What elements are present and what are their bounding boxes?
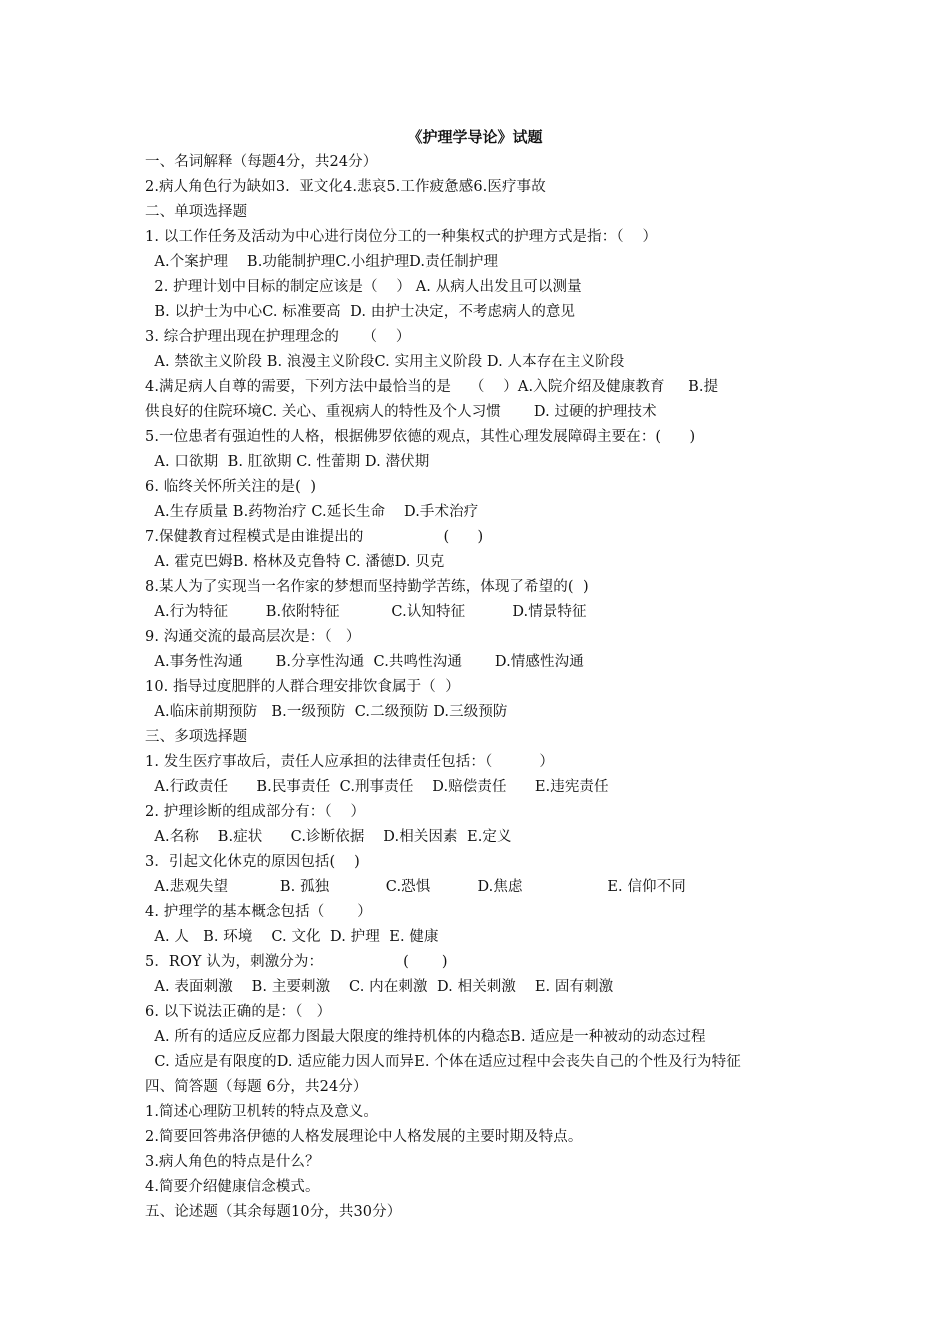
question-line: 3. 综合护理出现在护理理念的 （ ） xyxy=(145,329,411,345)
option-line: A.行为特征 B.依附特征 C.认知特征 D.情景特征 xyxy=(145,604,587,620)
question-line: 2.简要回答弗洛伊德的人格发展理论中人格发展的主要时期及特点。 xyxy=(145,1129,583,1145)
question-line: 4.满足病人自尊的需要，下列方法中最恰当的是 （ ）A.入院介绍及健康教育 B.提 xyxy=(145,379,719,395)
question-line: 5.一位患者有强迫性的人格，根据佛罗依德的观点，其性心理发展障碍主要在：( ) xyxy=(145,429,696,445)
question-line: 6. 临终关怀所关注的是( ) xyxy=(145,479,317,495)
question-line: 4.简要介绍健康信念模式。 xyxy=(145,1179,320,1195)
section-heading: 二、单项选择题 xyxy=(145,204,248,220)
section-heading: 三、多项选择题 xyxy=(145,729,248,745)
question-line: 3.病人角色的特点是什么？ xyxy=(145,1154,320,1170)
question-line: 8.某人为了实现当一名作家的梦想而坚持勤学苦练，体现了希望的( ) xyxy=(145,579,589,595)
question-line: 6. 以下说法正确的是：（ ） xyxy=(145,1004,332,1020)
option-line: A.事务性沟通 B.分享性沟通 C.共鸣性沟通 D.情感性沟通 xyxy=(145,654,584,670)
question-line: 2. 护理诊断的组成部分有：（ ） xyxy=(145,804,366,820)
option-line: A.临床前期预防 B.一级预防 C.二级预防 D.三级预防 xyxy=(145,704,508,720)
question-line: 1. 以工作任务及活动为中心进行岗位分工的一种集权式的护理方式是指：（ ） xyxy=(145,229,658,245)
option-line: 供良好的住院环境C. 关心、重视病人的特性及个人习惯 D. 过硬的护理技术 xyxy=(145,404,657,420)
option-line: A. 口欲期 B. 肛欲期 C. 性蕾期 D. 潜伏期 xyxy=(145,454,430,470)
question-line: 3．引起文化休克的原因包括( ) xyxy=(145,854,360,870)
option-line: A.名称 B.症状 C.诊断依据 D.相关因素 E.定义 xyxy=(145,829,512,845)
option-line: A.悲观失望 B. 孤独 C.恐惧 D.焦虑 E. 信仰不同 xyxy=(145,879,686,895)
text-line: 2.病人角色行为缺如3. 亚文化4.悲哀5.工作疲惫感6.医疗事故 xyxy=(145,179,546,195)
section-heading: 五、论述题（其余每题10分，共30分） xyxy=(145,1204,402,1220)
question-line: 1. 发生医疗事故后，责任人应承担的法律责任包括：（ ） xyxy=(145,754,554,770)
section-heading: 一、名词解释（每题4分，共24分） xyxy=(145,154,378,170)
option-line: B. 以护士为中心C. 标准要高 D. 由护士决定，不考虑病人的意见 xyxy=(145,304,576,320)
option-line: A. 霍克巴姆B. 格林及克鲁特 C. 潘德D. 贝克 xyxy=(145,554,445,570)
question-line: 9. 沟通交流的最高层次是：（ ） xyxy=(145,629,361,645)
option-line: A. 表面刺激 B. 主要刺激 C. 内在刺激 D. 相关刺激 E. 固有刺激 xyxy=(145,979,614,995)
option-line: A.个案护理 B.功能制护理C.小组护理D.责任制护理 xyxy=(145,254,499,270)
question-line: 10. 指导过度肥胖的人群合理安排饮食属于（ ） xyxy=(145,679,460,695)
page-title: 《护理学导论》试题 xyxy=(407,128,543,146)
option-line: A. 所有的适应反应都力图最大限度的维持机体的内稳态B. 适应是一种被动的动态过程 xyxy=(145,1029,706,1045)
option-line: A.行政责任 B.民事责任 C.刑事责任 D.赔偿责任 E.违宪责任 xyxy=(145,779,609,795)
question-line: 2. 护理计划中目标的制定应该是（ ） A. 从病人出发且可以测量 xyxy=(145,279,582,295)
question-line: 7.保健教育过程模式是由谁提出的 ( ) xyxy=(145,529,484,545)
question-line: 1.简述心理防卫机转的特点及意义。 xyxy=(145,1104,379,1120)
question-line: 5．ROY 认为，刺激分为： ( ) xyxy=(145,954,448,970)
option-line: A. 禁欲主义阶段 B. 浪漫主义阶段C. 实用主义阶段 D. 人本存在主义阶段 xyxy=(145,354,625,370)
option-line: A.生存质量 B.药物治疗 C.延长生命 D.手术治疗 xyxy=(145,504,479,520)
section-heading: 四、简答题（每题 6分，共24分） xyxy=(145,1079,368,1095)
option-line: A. 人 B. 环境 C. 文化 D. 护理 E. 健康 xyxy=(145,929,439,945)
option-line: C. 适应是有限度的D. 适应能力因人而异E. 个体在适应过程中会丧失自己的个性及行为特征 xyxy=(145,1054,741,1070)
question-line: 4. 护理学的基本概念包括（ ） xyxy=(145,904,372,920)
